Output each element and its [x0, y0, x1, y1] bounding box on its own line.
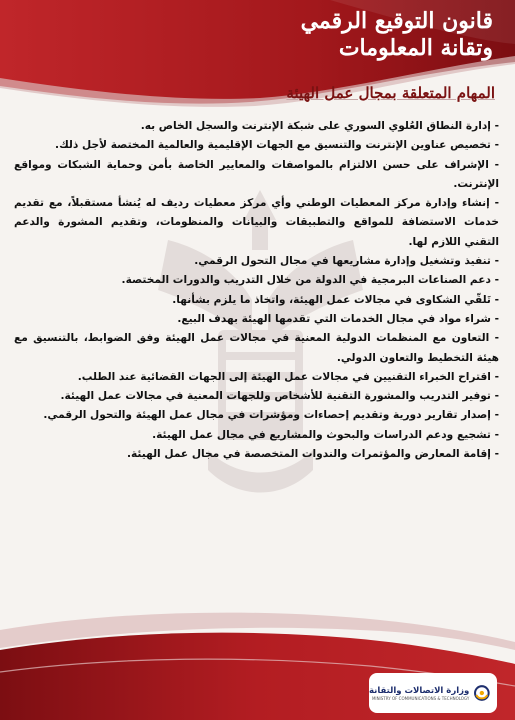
- tasks-list: [14, 117, 499, 464]
- page-title: [23, 8, 493, 62]
- ministry-logo-icon: [473, 680, 491, 706]
- logo-text-ar: وزارة الاتصالات والتقانة: [369, 685, 470, 696]
- list-item: - الإشراف على حسن الالتزام بالمواصفات والمعايير الخاصة بأمن وحماية الشبكات ومواقع الإنترنت.: [14, 158, 499, 190]
- list-item: - تَلقّي الشكاوى في مجالات عمل الهيئة، واتخاذ ما يلزم بشأنها.: [172, 293, 499, 306]
- title-line-2: وتقانة المعلومات: [338, 35, 493, 61]
- list-item: - اقتراح الخبراء التقنيين في مجالات عمل الهيئة إلى الجهات القضائية عند الطلب.: [77, 370, 499, 383]
- list-item: - إصدار تقارير دورية وتقديم إحصاءات ومؤشرات في مجال عمل الهيئة والتحول الرقمي.: [43, 409, 499, 422]
- title-line-1: قانون التوقيع الرقمي: [300, 8, 493, 34]
- logo-text: [369, 686, 469, 701]
- section-heading: المهام المتعلقة بمجال عمل الهيئة: [286, 84, 495, 102]
- list-item: - شراء مواد في مجال الخدمات التي تقدمها الهيئة بهدف البيع.: [177, 312, 499, 325]
- list-item: - إنشاء وإدارة مركز المعطيات الوطني وأي مركز معطيات رديف له يُنشأ مستقبلاً، مع تقديم خدمات الاستضافة للمواقع والتطبيقات والبيانات والمنظومات، وتقديم المشورة والدعم التقني اللازم لها.: [14, 197, 499, 248]
- list-item: - توفير التدريب والمشورة التقنية للأشخاص وللجهات المعنية في مجالات عمل الهيئة.: [60, 390, 499, 403]
- list-item: - تشجيع ودعم الدراسات والبحوث والمشاريع في مجال عمل الهيئة.: [152, 428, 499, 441]
- list-item: - التعاون مع المنظمات الدولية المعنية في مجالات عمل الهيئة وفق الضوابط، بالتنسيق مع هيئة التخطيط والتعاون الدولي.: [14, 332, 499, 364]
- list-item: - إدارة النطاق العُلوي السوري على شبكة الإنترنت والسجل الخاص به.: [140, 120, 499, 132]
- logo-text-en: MINISTRY OF COMMUNICATIONS & TECHNOLOGY: [371, 695, 470, 701]
- list-item: - إقامة المعارض والمؤتمرات والندوات المتخصصة في مجال عمل الهيئة.: [126, 448, 499, 461]
- list-item: - تخصيص عناوين الإنترنت والتنسيق مع الجهات الإقليمية والعالمية المختصة لأجل ذلك.: [55, 139, 499, 152]
- list-item: - دعم الصناعات البرمجية في الدولة من خلال التدريب والدورات المختصة.: [121, 274, 499, 287]
- list-item: - تنفيذ وتشغيل وإدارة مشاريعها في مجال التحول الرقمي.: [194, 255, 499, 268]
- ministry-logo: [369, 673, 497, 713]
